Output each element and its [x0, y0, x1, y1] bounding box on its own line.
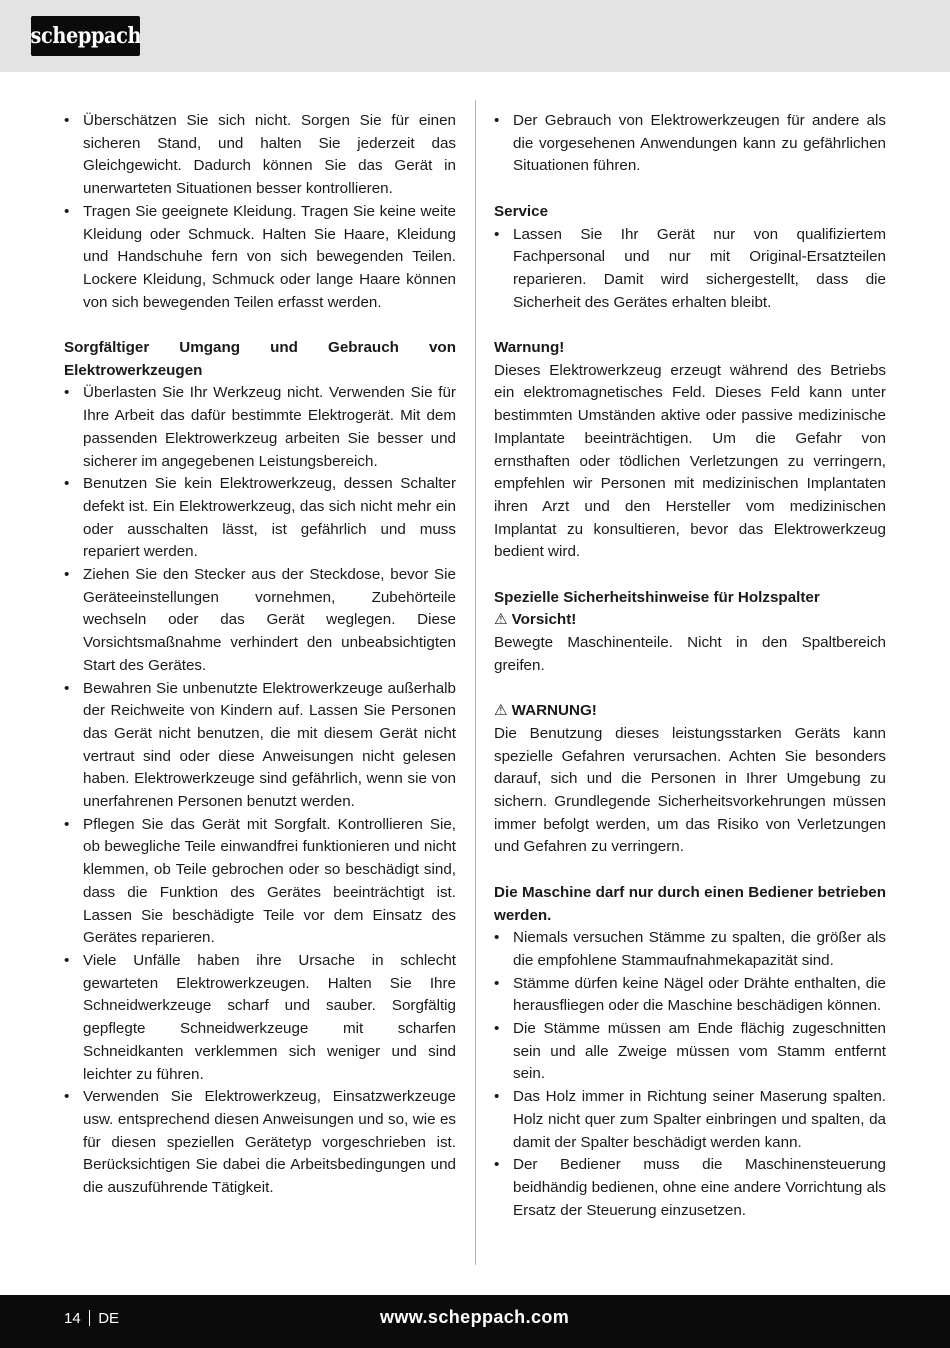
- bullet-marker: •: [64, 679, 70, 697]
- bullet-marker: •: [494, 929, 500, 947]
- list-item: [494, 224, 886, 315]
- list-item-text: Der Bediener muss die Maschinensteuerung beidhändig bedienen, ohne eine andere Vorrichtung als Ersatz der Steuerung einzusetzen.: [513, 1156, 886, 1219]
- list-item: [494, 1086, 886, 1154]
- caution-paragraph: Bewegte Maschinenteile. Nicht in den Spaltbereich greifen.: [494, 634, 886, 674]
- list-item: [64, 201, 456, 315]
- warning-triangle-icon: ⚠: [494, 611, 508, 629]
- list-item-text: Niemals versuchen Stämme zu spalten, die größer als die empfohlene Stammaufnahmekapazität sind.: [513, 929, 886, 969]
- list-item-text: Die Stämme müssen am Ende flächig zugeschnitten sein und alle Zweige müssen vom Stamm entfernt sein.: [513, 1020, 886, 1083]
- list-item: [64, 564, 456, 678]
- warnung-paragraph: Die Benutzung dieses leistungsstarken Geräts kann spezielle Gefahren verursachen. Achten Sie besonders darauf, sich und die Personen in Ihrer Umgebung zu sichern. Grundlegende Sicherheitsvorkehrungen müssen immer befolgt werden, um das Risiko von Verletzungen und Gefahren zu verringern.: [494, 724, 886, 856]
- bullet-marker: •: [494, 112, 500, 129]
- logo-text: scheppach: [30, 23, 141, 49]
- list-item-text: Benutzen Sie kein Elektrowerkzeug, dessen Schalter defekt ist. Ein Elektrowerkzeug, das sich nicht mehr ein oder ausschalten lässt, ist gefährlich und muss repariert werden.: [83, 475, 456, 561]
- list-item: [64, 382, 456, 473]
- list-item: [64, 814, 456, 950]
- bullet-marker: •: [64, 952, 70, 969]
- caution-label: Vorsicht!: [511, 611, 577, 629]
- bullet-marker: •: [494, 225, 500, 243]
- list-item-text: Lassen Sie Ihr Gerät nur von qualifiziertem Fachpersonal und nur mit Original-Ersatzteilen reparieren. Damit wird sichergestellt, dass die Sicherheit des Gerätes erhalten bleibt.: [513, 225, 886, 311]
- bullet-marker: •: [64, 384, 70, 402]
- page-number: 14: [64, 1310, 81, 1327]
- bullet-marker: •: [64, 1088, 70, 1106]
- bullet-marker: •: [64, 112, 70, 129]
- list-item: [494, 1154, 886, 1222]
- list-item-text: Pflegen Sie das Gerät mit Sorgfalt. Kontrollieren Sie, ob bewegliche Teile einwandfrei funktionieren und nicht klemmen, ob Teile gebrochen oder so beschädigt sind, dass die Funktion des Gerätes beeinträchtigt ist. Lassen Sie beschädigte Teile vor dem Einsatz des Gerätes reparieren.: [83, 815, 456, 947]
- left-column: [64, 110, 456, 1200]
- scheppach-logo: [31, 16, 140, 56]
- bullet-marker: •: [494, 974, 500, 992]
- list-item-text: Bewahren Sie unbenutzte Elektrowerkzeuge außerhalb der Reichweite von Kindern auf. Lassen Sie Personen das Gerät nicht benutzen, die mit diesem Gerät nicht vertraut sind oder diese Anweisungen nicht gelesen haben. Elektrowerkzeuge sind gefährlich, wenn sie von unerfahrenen Personen benutzt werden.: [83, 679, 456, 811]
- warning-heading: Warnung!: [494, 339, 565, 356]
- right-column: [494, 110, 886, 1222]
- list-item-text: Überlasten Sie Ihr Werkzeug nicht. Verwenden Sie für Ihre Arbeit das dafür bestimmte Elektrogerät. Mit dem passenden Elektrowerkzeug arbeiten Sie besser und sicherer im angegebenen Leistungsbereich.: [83, 384, 456, 470]
- language-code: DE: [98, 1310, 120, 1327]
- list-item: [494, 1018, 886, 1086]
- list-item: [64, 950, 456, 1086]
- bullet-marker: •: [494, 1088, 500, 1106]
- section-heading: Sorgfältiger Umgang und Gebrauch von Elektrowerkzeugen: [64, 339, 456, 379]
- warnung-label: WARNUNG!: [511, 702, 597, 720]
- page-separator: [89, 1310, 91, 1326]
- bullet-marker: •: [64, 202, 70, 220]
- bullet-marker: •: [64, 475, 70, 493]
- list-item-text: Ziehen Sie den Stecker aus der Steckdose, bevor Sie Geräteeinstellungen vornehmen, Zubehörteile wechseln oder das Gerät weglegen. Diese Vorsichtsmaßnahme verhindert den unbeabsichtigten Start des Gerätes.: [83, 566, 456, 674]
- list-item-text: Viele Unfälle haben ihre Ursache in schlecht gewarteten Elektrowerkzeugen. Halten Sie Ihre Schneidwerkzeuge scharf und sauber. Sorgfältig gepflegte Schneidwerkzeuge mit scharfen Schneidkanten verklemmen sich weniger und sind leichter zu führen.: [83, 952, 456, 1083]
- page-header: [0, 0, 950, 72]
- list-item: [494, 110, 886, 178]
- list-item: [64, 678, 456, 814]
- list-item: [494, 973, 886, 1018]
- bullet-marker: •: [64, 566, 70, 584]
- list-item-text: Das Holz immer in Richtung seiner Maserung spalten. Holz nicht quer zum Spalter einbringen und spalten, da damit der Spalter beschädigt werden kann.: [513, 1088, 886, 1151]
- list-item: [64, 1086, 456, 1200]
- warning-triangle-icon: ⚠: [494, 702, 508, 720]
- bullet-marker: •: [494, 1156, 500, 1174]
- list-item: [494, 927, 886, 972]
- list-item-text: Überschätzen Sie sich nicht. Sorgen Sie für einen sicheren Stand, und halten Sie jederzeit das Gleichgewicht. Dadurch können Sie das Gerät in unerwarteten Situationen besser kontrollieren.: [83, 112, 456, 198]
- page-number-block: [64, 1310, 119, 1327]
- list-item-text: Der Gebrauch von Elektrowerkzeugen für andere als die vorgesehenen Anwendungen kann zu gefährlichen Situationen führen.: [513, 112, 886, 175]
- website-url[interactable]: www.scheppach.com: [380, 1307, 570, 1327]
- warnung-line: [494, 700, 886, 723]
- holzspalter-heading: Spezielle Sicherheitshinweise für Holzspalter: [494, 588, 820, 606]
- bullet-marker: •: [494, 1020, 500, 1038]
- page-footer: [0, 1295, 950, 1348]
- column-divider: [475, 100, 476, 1265]
- bullet-marker: •: [64, 815, 70, 833]
- list-item-text: Tragen Sie geeignete Kleidung. Tragen Sie keine weite Kleidung oder Schmuck. Halten Sie Haare, Kleidung und Handschuhe fern von sich bewegenden Teilen. Lockere Kleidung, Schmuck oder lange Haare können von sich bewegenden Teilen erfasst werden.: [83, 202, 456, 311]
- caution-line: [494, 609, 886, 632]
- list-item-text: Verwenden Sie Elektrowerkzeug, Einsatzwerkzeuge usw. entsprechend diesen Anweisungen und so, wie es für diesen speziellen Gerätetyp vorgeschrieben ist. Berücksichtigen Sie dabei die Arbeitsbedingungen und die auszuführende Tätigkeit.: [83, 1088, 456, 1197]
- operator-heading: Die Maschine darf nur durch einen Bediener betrieben werden.: [494, 883, 886, 924]
- list-item: [64, 110, 456, 201]
- list-item-text: Stämme dürfen keine Nägel oder Drähte enthalten, die herausfliegen oder die Maschine beschädigen können.: [513, 974, 886, 1015]
- service-heading: Service: [494, 202, 549, 220]
- list-item: [64, 473, 456, 564]
- warning-paragraph: Dieses Elektrowerkzeug erzeugt während des Betriebs ein elektromagnetisches Feld. Dieses Feld kann unter bestimmten Umständen aktive oder passive medizinische Implantate beeinträchtigen. Um die Gefahr von ernsthaften oder tödlichen Verletzungen zu verringern, empfehlen wir Personen mit medizinischen Implantaten ihren Arzt und den Hersteller vom medizinischen Implantat zu konsultieren, bevor das Elektrowerkzeug bedient wird.: [494, 361, 886, 561]
